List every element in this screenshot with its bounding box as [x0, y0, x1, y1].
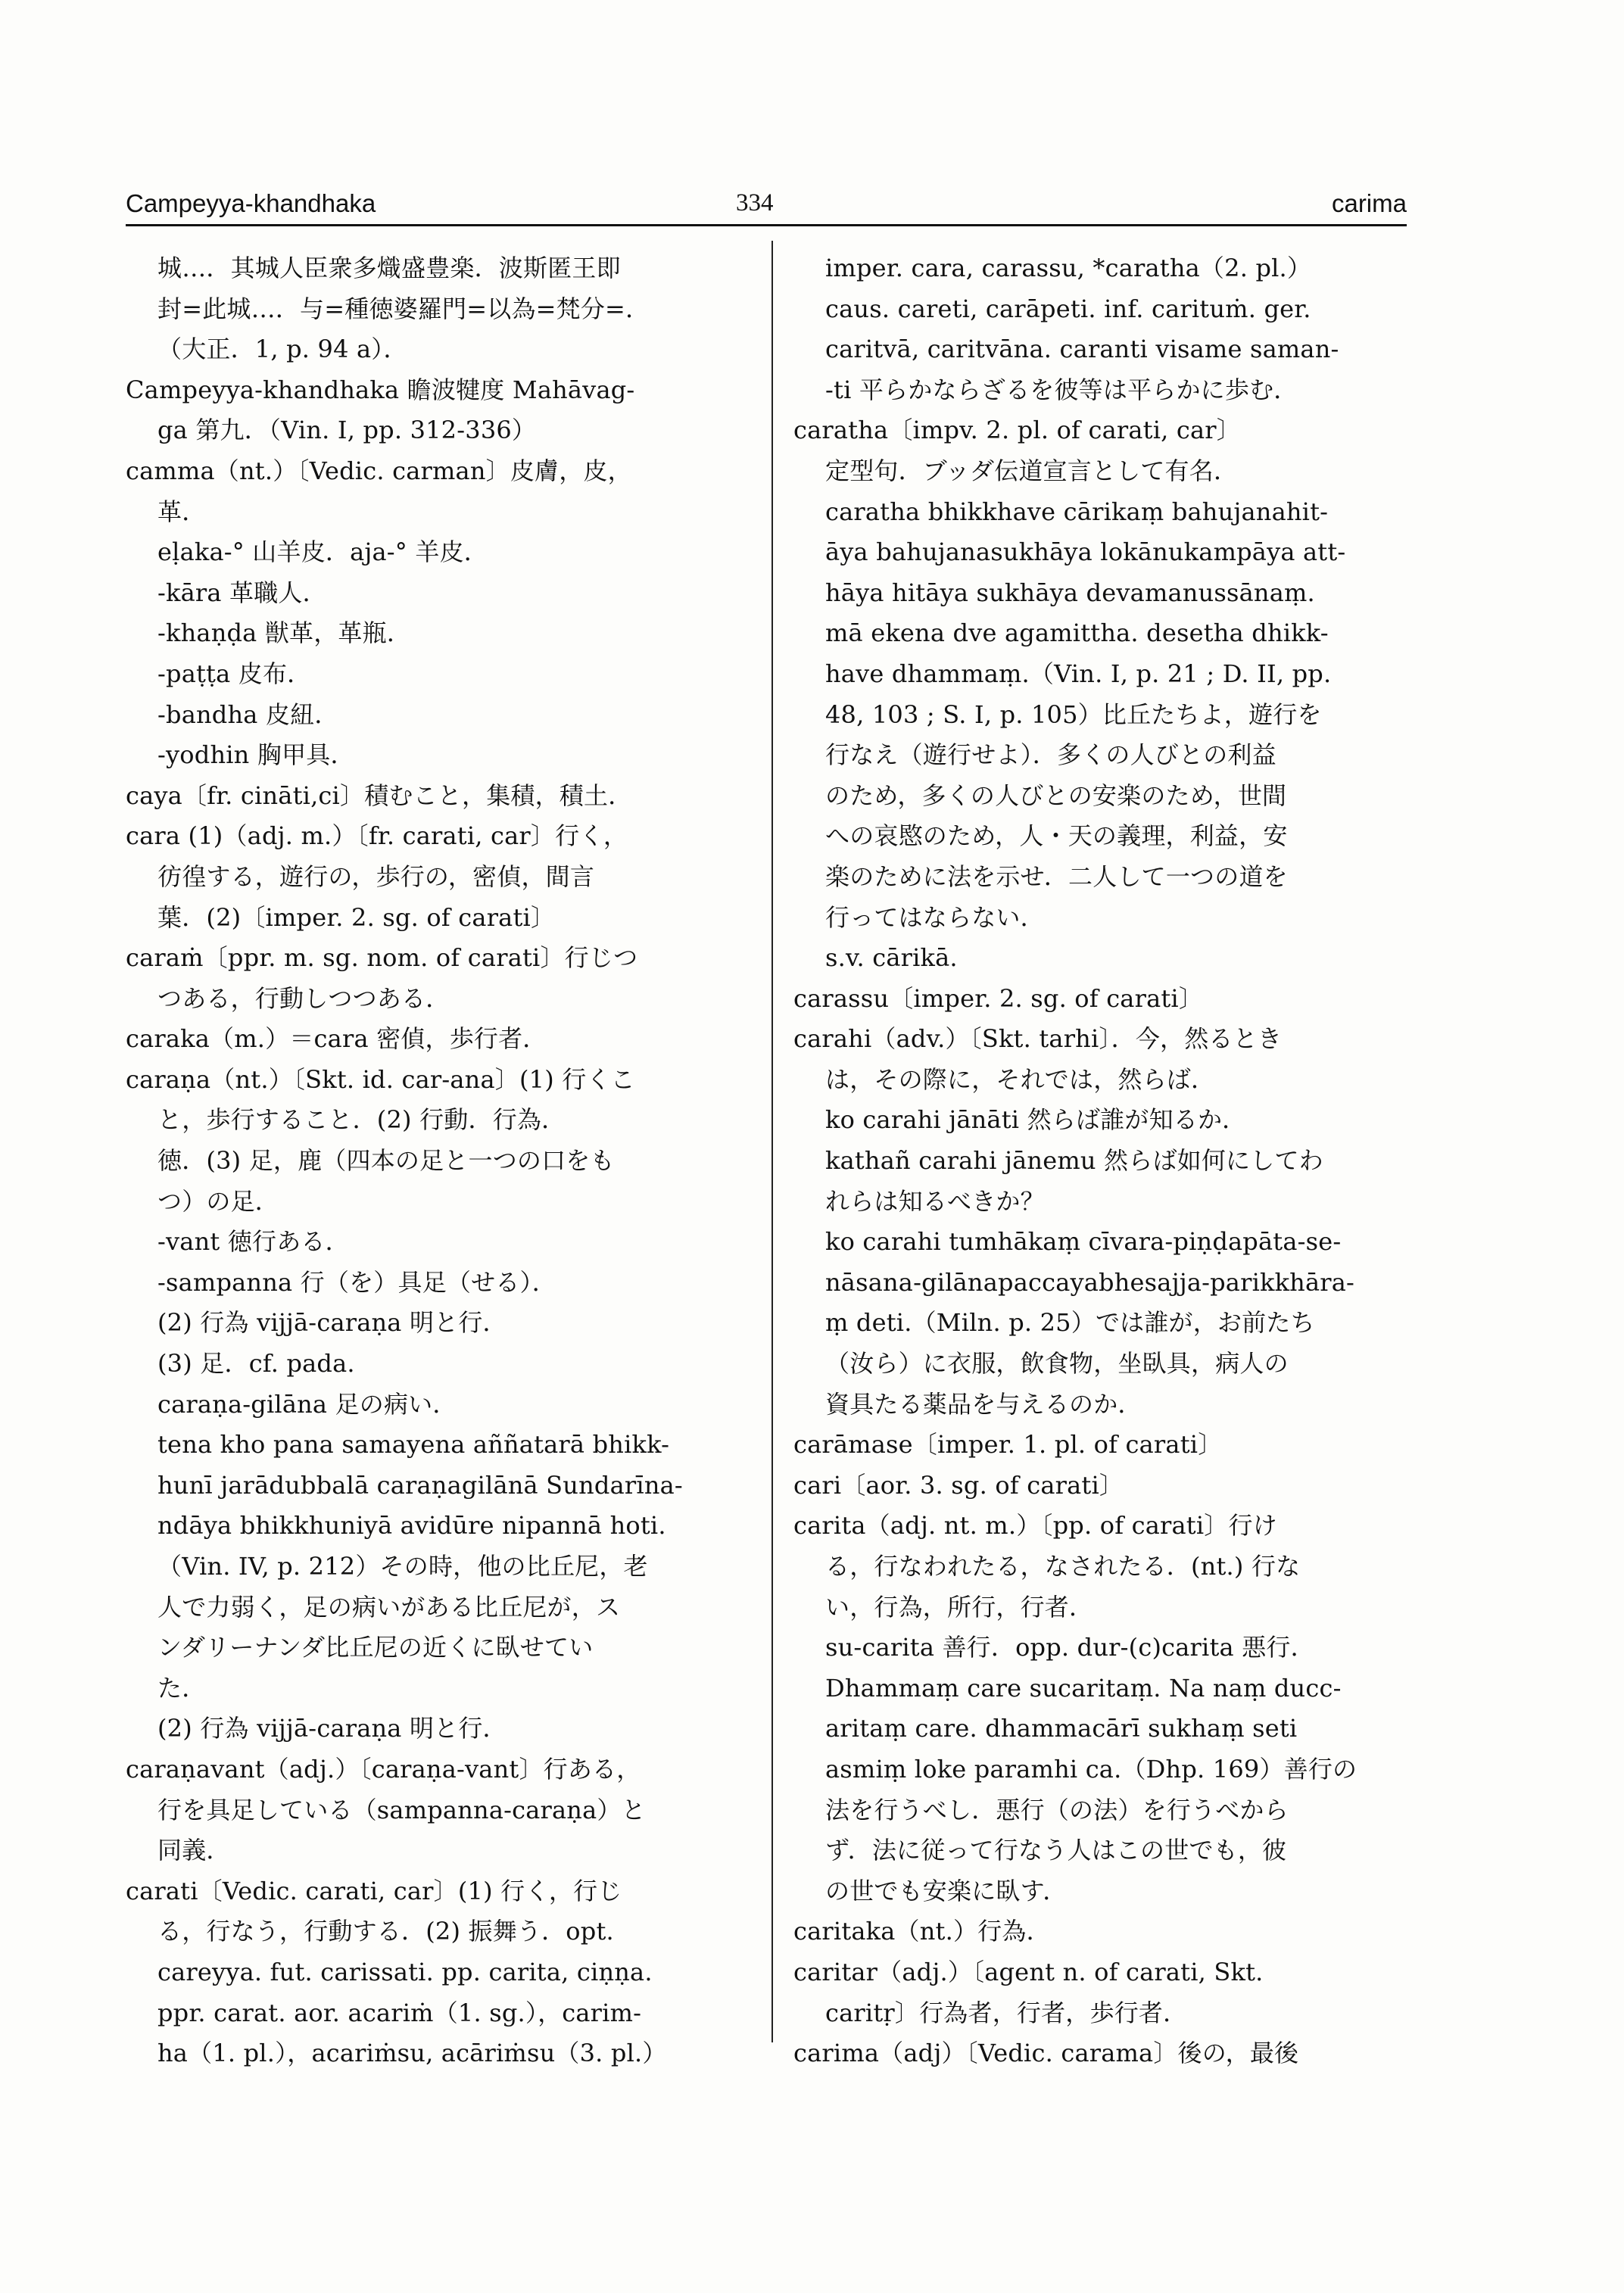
- entry-continuation-line: -sampanna 行（を）具足（せる）．: [157, 1267, 556, 1297]
- entry-headword-line: carita（adj. nt. m.）〔pp. of carati〕行け: [793, 1511, 1277, 1541]
- entry-continuation-line: caratha bhikkhave cārikaṃ bahujanahit-: [825, 497, 1329, 526]
- entry-continuation-line: 革．: [157, 497, 207, 526]
- column-divider: [771, 241, 773, 2042]
- entry-continuation-line: hunī jarādubbalā caraṇagilānā Sundarīna-: [157, 1470, 683, 1500]
- entry-continuation-line: は，その際に，それでは，然らば．: [825, 1064, 1216, 1094]
- entry-headword-line: caraṇa（nt.）〔Skt. id. car-ana〕(1) 行くこ: [126, 1064, 635, 1094]
- right-column: [793, 248, 1411, 2074]
- entry-continuation-line: caritṛ〕行為者，行者，歩行者．: [825, 1998, 1188, 2027]
- entry-continuation-line: hāya hitāya sukhāya devamanussānaṃ.: [825, 578, 1315, 607]
- entry-continuation-line: kathañ carahi jānemu 然らば如何にしてわ: [825, 1146, 1323, 1176]
- entry-continuation-line: 同義．: [157, 1836, 231, 1865]
- entry-continuation-line: caritvā, caritvāna. caranti visame saman-: [825, 335, 1339, 364]
- entry-headword-line: carima（adj）〔Vedic. carama〕後の，最後: [793, 2039, 1299, 2068]
- entry-continuation-line: have dhammaṃ.（Vin. I, p. 21 ; D. II, pp.: [825, 659, 1332, 688]
- entry-continuation-line: -kāra 革職人．: [157, 578, 327, 607]
- entry-continuation-line: 48, 103 ; S. I, p. 105）比丘たちよ，遊行を: [825, 699, 1322, 729]
- entry-continuation-line: ず．法に従って行なう人はこの世でも，彼: [825, 1836, 1287, 1865]
- entry-continuation-line: い，行為，所行，行者．: [825, 1592, 1094, 1622]
- left-column: [126, 248, 747, 2074]
- page-number: 334: [736, 189, 774, 217]
- entry-continuation-line: れらは知るべきか？: [825, 1186, 1045, 1216]
- entry-continuation-line: careyya. fut. carissati. pp. carita, ciṇṇa.: [157, 1957, 653, 1986]
- entry-headword-line: carassu〔imper. 2. sg. of carati〕: [793, 983, 1204, 1013]
- entry-headword-line: carahi（adv.）〔Skt. tarhi〕．今，然るとき: [793, 1024, 1283, 1054]
- entry-continuation-line: aritaṃ care. dhammacārī sukhaṃ seti: [825, 1714, 1298, 1743]
- entry-continuation-line: （汝ら）に衣服，飲食物，坐臥具，病人の: [825, 1349, 1289, 1379]
- entry-continuation-line: つある，行動しつつある．: [157, 983, 450, 1013]
- entry-continuation-line: つ）の足．: [157, 1186, 280, 1216]
- entry-continuation-line: ko carahi jānāti 然らば誰が知るか．: [825, 1105, 1247, 1135]
- entry-headword-line: cari〔aor. 3. sg. of carati〕: [793, 1470, 1124, 1500]
- entry-continuation-line: る，行なわれたる，なされたる．(nt.) 行な: [825, 1552, 1301, 1581]
- entry-continuation-line: 行なえ（遊行せよ）．多くの人びとの利益: [825, 740, 1276, 770]
- header-right-guideword: carima: [1331, 189, 1407, 217]
- entry-continuation-line: āya bahujanasukhāya lokānukampāya att-: [825, 537, 1346, 567]
- entry-continuation-line: eḷaka-° 山羊皮．aja-° 羊皮．: [157, 537, 488, 567]
- entry-continuation-line: 葉．(2)〔imper. 2. sg. of carati〕: [157, 902, 556, 932]
- entry-continuation-line: ppr. carat. aor. acariṁ（1. sg.），carim-: [157, 1998, 642, 2027]
- entry-continuation-line: caus. careti, carāpeti. inf. carituṁ. ger.: [825, 294, 1311, 323]
- entry-continuation-line: nāsana-gilānapaccayabhesajja-parikkhāra-: [825, 1267, 1355, 1297]
- entry-continuation-line: の世でも安楽に臥す．: [825, 1876, 1068, 1905]
- entry-continuation-line: caraṇa-gilāna 足の病い．: [157, 1389, 457, 1419]
- entry-continuation-line: 楽のために法を示せ．二人して一つの道を: [825, 861, 1288, 891]
- entry-continuation-line: imper. cara, carassu, *caratha（2. pl.）: [825, 254, 1312, 282]
- entry-headword-line: caraṇavant（adj.）〔caraṇa-vant〕行ある，: [126, 1754, 641, 1784]
- entry-continuation-line: (2) 行為 vijjā-caraṇa 明と行．: [157, 1714, 507, 1743]
- entry-continuation-line: 法を行うべし．悪行（の法）を行うべから: [825, 1795, 1289, 1824]
- header-left-guideword: Campeyya-khandhaka: [126, 189, 376, 217]
- entry-headword-line: cara (1)（adj. m.）〔fr. carati, car〕行く，: [126, 821, 628, 851]
- entry-continuation-line: ṃ deti.（Miln. p. 25）では誰が，お前たち: [825, 1308, 1315, 1338]
- entry-continuation-line: s.v. cārikā.: [825, 943, 958, 973]
- entry-headword-line: caraṁ〔ppr. m. sg. nom. of carati〕行じつ: [126, 943, 638, 973]
- entry-headword-line: carati〔Vedic. carati, car〕(1) 行く，行じ: [126, 1876, 622, 1905]
- entry-continuation-line: への哀愍のため，人・天の義理，利益，安: [825, 821, 1288, 851]
- entry-continuation-line: tena kho pana samayena aññatarā bhikk-: [157, 1430, 670, 1460]
- entry-continuation-line: 徳．(3) 足，鹿（四本の足と一つの口をも: [157, 1146, 615, 1176]
- entry-continuation-line: ンダリーナンダ比丘尼の近くに臥せてい: [157, 1633, 594, 1662]
- entry-continuation-line: -bandha 皮紐．: [157, 699, 339, 729]
- entry-continuation-line: た．: [157, 1673, 207, 1703]
- entry-continuation-line: のため，多くの人びとの安楽のため，世間: [825, 780, 1287, 810]
- entry-continuation-line: su-carita 善行．opp. dur-(c)carita 悪行．: [825, 1633, 1315, 1662]
- entry-headword-line: caritar（adj.）〔agent n. of carati, Skt.: [793, 1957, 1264, 1986]
- entry-continuation-line: 封=此城…．与=種徳婆羅門=以為=梵分=．: [157, 294, 650, 323]
- entry-continuation-line: -vant 徳行ある．: [157, 1227, 350, 1257]
- entry-continuation-line: （大正．1, p. 94 a）．: [157, 335, 408, 364]
- entry-continuation-line: 定型句．ブッダ伝道宣言として有名．: [825, 456, 1239, 485]
- entry-continuation-line: -khaṇḍa 獣革，革瓶．: [157, 618, 412, 648]
- entry-continuation-line: -yodhin 胸甲具．: [157, 740, 355, 770]
- entry-continuation-line: ha（1. pl.），acariṁsu, acāriṁsu（3. pl.）: [157, 2039, 667, 2068]
- entry-continuation-line: と，歩行すること．(2) 行動．行為．: [157, 1105, 566, 1135]
- entry-continuation-line: ga 第九．（Vin. I, pp. 312-336）: [157, 416, 537, 445]
- entry-continuation-line: -paṭṭa 皮布．: [157, 659, 312, 688]
- entry-headword-line: caraka（m.）＝cara 密偵，歩行者．: [126, 1024, 547, 1054]
- entry-continuation-line: る，行なう，行動する．(2) 振舞う．opt.: [157, 1917, 614, 1946]
- entry-headword-line: caratha〔impv. 2. pl. of carati, car〕: [793, 416, 1241, 445]
- entry-continuation-line: -ti 平らかならざるを彼等は平らかに歩む．: [825, 375, 1298, 404]
- entry-continuation-line: 行を具足している（sampanna-caraṇa）と: [157, 1795, 646, 1824]
- entry-headword-line: Campeyya-khandhaka 瞻波犍度 Mahāvag-: [126, 375, 635, 404]
- entry-continuation-line: （Vin. IV, p. 212）その時，他の比丘尼，老: [157, 1552, 648, 1581]
- entry-continuation-line: 彷徨する，遊行の，歩行の，密偵，間言: [157, 861, 595, 891]
- entry-continuation-line: (2) 行為 vijjā-caraṇa 明と行．: [157, 1308, 507, 1338]
- entry-headword-line: caritaka（nt.）行為．: [793, 1917, 1051, 1946]
- entry-continuation-line: ndāya bhikkhuniyā avidūre nipannā hoti.: [157, 1511, 666, 1541]
- entry-continuation-line: 人で力弱く，足の病いがある比丘尼が，ス: [157, 1592, 621, 1622]
- entry-continuation-line: asmiṃ loke paramhi ca.（Dhp. 169）善行の: [825, 1754, 1357, 1784]
- entry-continuation-line: ko carahi tumhākaṃ cīvara-piṇḍapāta-se-: [825, 1227, 1342, 1257]
- entry-continuation-line: 行ってはならない．: [825, 902, 1045, 932]
- entry-continuation-line: 城…．其城人臣衆多熾盛豊楽．波斯匿王即: [157, 254, 621, 282]
- page-header: [126, 189, 1407, 227]
- entry-headword-line: camma（nt.）〔Vedic. carman〕皮膚，皮，: [126, 456, 632, 485]
- entry-continuation-line: 資具たる薬品を与えるのか．: [825, 1389, 1142, 1419]
- header-rule: [126, 224, 1407, 226]
- entry-continuation-line: (3) 足．cf. pada.: [157, 1349, 355, 1379]
- entry-continuation-line: mā ekena dve agamittha. desetha dhikk-: [825, 618, 1329, 648]
- entry-headword-line: carāmase〔imper. 1. pl. of carati〕: [793, 1430, 1223, 1460]
- entry-continuation-line: Dhammaṃ care sucaritaṃ. Na naṃ ducc-: [825, 1673, 1342, 1703]
- entry-headword-line: caya〔fr. cināti,ci〕積むこと，集積，積土．: [126, 780, 633, 810]
